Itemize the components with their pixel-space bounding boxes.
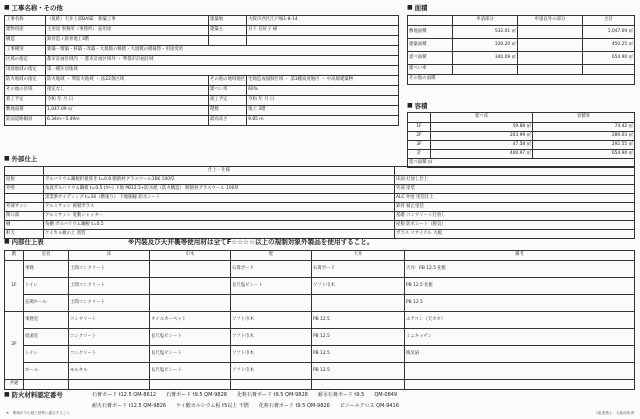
area-header-1: 申請部分 — [453, 16, 518, 26]
value-floors: 地上 3階 — [247, 106, 399, 116]
label-owner: 建築主 — [209, 26, 247, 36]
capacity-a: 203.99 ㎡ — [431, 132, 533, 141]
interior-note-cell — [405, 363, 635, 380]
interior-header-4: 壁 — [231, 251, 312, 261]
interior-base: 長尺塩ビシート — [150, 329, 231, 346]
area-row-total: 450.25 ㎡ — [583, 39, 635, 52]
interior-room: トイレ — [24, 346, 69, 363]
interior-ceiling: PB 12.5 — [312, 312, 405, 329]
value-bcr: 60% — [247, 86, 399, 96]
label-finish: 竣工予定 — [209, 96, 247, 106]
footer-right: 1級建築士 大阪府知事 — [595, 411, 634, 415]
value-project-name: （仮称）天井上部BASE 新築工事 — [46, 16, 209, 26]
exterior-right: 鉄骨 錆止塗装 — [395, 203, 635, 212]
interior-header-0: 階 — [5, 251, 24, 261]
exterior-spec: 角波ガルバリウム鋼板 t=0.5 (ｶﾗｰ) 下地 PB12.5+防水紙（防火構造） 断熱材グラスウール 100厚 — [44, 185, 395, 194]
interior-wall: ソフト巾木 — [231, 363, 312, 380]
area-header-2: 申請以外の部分 — [518, 16, 583, 26]
value-fire: 防火地域 ・ 準防火地域 ・ 法22条区域 — [46, 76, 209, 86]
interior-note-cell: PB 12.5 — [405, 295, 635, 312]
exterior-right: 床面 打放し仕上 — [395, 176, 635, 185]
area-row-applied: 330.20 ㎡ — [453, 39, 518, 52]
interior-header-3: 巾木 — [150, 251, 231, 261]
capacity-b: 289.03 ㎡ — [533, 132, 635, 141]
exterior-table — [4, 166, 635, 239]
interior-note-cell: PB 12.5 化粧 — [405, 278, 635, 295]
area-row-label: 延べ面積 — [408, 52, 453, 65]
interior-wall: ソフト巾木 — [231, 329, 312, 346]
interior-floor-fin: コンクリート — [69, 329, 150, 346]
interior-base: 長尺塩ビシート — [150, 363, 231, 380]
interior-ceiling: PB 12.5 — [312, 329, 405, 346]
section-title-zoning: 容積 — [414, 102, 428, 110]
interior-ceiling: PB 12.5 — [312, 346, 405, 363]
label-location: 建築地 — [209, 16, 247, 26]
capacity-a: 400.97 ㎡ — [431, 150, 533, 159]
fireproof-item: QM-0849 — [374, 392, 398, 398]
exterior-right: ALC 外壁 塗装仕上 — [395, 194, 635, 203]
interior-base — [150, 261, 231, 278]
interior-room: 事務 — [24, 261, 69, 278]
section-bullet-icon: ■ — [4, 238, 10, 246]
exterior-right: 基礎 コンクリート打放し — [395, 212, 635, 221]
interior-floor-fin: 土間コンクリート — [69, 295, 150, 312]
interior-ceiling: 石膏ボード — [312, 261, 405, 278]
fireproof-list-2 — [92, 404, 632, 409]
exterior-part: 外壁 — [5, 185, 44, 194]
value-height: 9.85 m — [247, 116, 399, 126]
interior-floor-fin: 土間コンクリート — [69, 261, 150, 278]
label-site-area: 敷地面積 — [5, 106, 46, 116]
section-title-overview: 工事名称・その他 — [11, 4, 63, 12]
fireproof-item: 石膏ボード t12.5 QM-8612 — [92, 392, 157, 398]
section-title-site: 面積 — [414, 4, 428, 12]
value-scope: 新築・増築・移築・改築・大規模の修繕・大規模の模様替・用途変更 — [46, 46, 399, 56]
exterior-spec: ガルバリウム鋼板折板葺き t=0.6 断熱材グラスウール16K 100厚 — [44, 176, 395, 185]
value-finish: 令和 年 月 日 — [247, 96, 399, 106]
interior-ceiling: PB 12.5 — [312, 363, 405, 380]
capacity-header-0: 延べ床 — [431, 113, 533, 123]
area-table — [407, 15, 635, 85]
label-scope: 工事種別 — [5, 46, 46, 56]
section-bullet-icon: ■ — [4, 391, 10, 399]
label-zone: 区域の指定 — [5, 56, 46, 66]
capacity-floor: 2F — [408, 132, 431, 141]
interior-header-5: 天井 — [312, 251, 405, 261]
label-use: 建物用途 — [5, 26, 46, 36]
interior-floor-fin: 土間コンクリート — [69, 278, 150, 295]
section-bullet-icon: ■ — [4, 155, 10, 163]
section-bullet-icon: ■ — [4, 4, 10, 12]
value-other-zone: 指定なし — [46, 86, 209, 96]
label-floors: 階数 — [209, 106, 247, 116]
label-road-width: 前面道路幅員 — [5, 116, 46, 126]
exterior-spec: 角樋 ガルバリウム鋼板 t=0.5 — [44, 221, 395, 230]
value-location: 大阪市西区江戸堀1-8-14 — [247, 16, 399, 26]
value-structure: 鉄骨造 / 鉄骨地上3階 — [46, 36, 209, 46]
fireproof-item: 化粧石膏ボード t9.5 QM-9826 — [258, 403, 330, 409]
label-other-zone: その他の区域 — [5, 86, 46, 96]
interior-floor-fin: モルタル — [69, 363, 150, 380]
value-road-width: 6.34m〜5.49m — [46, 116, 209, 126]
interior-wall: 石膏ボード — [231, 261, 312, 278]
exterior-spec: 窯業系サイディング t=16（横張り） 下地胴縁 防水シート — [44, 194, 395, 203]
section-title-fireproof: 防火材料認定番号 — [11, 391, 63, 399]
interior-room: ホール — [24, 363, 69, 380]
section-bullet-icon: ■ — [407, 102, 413, 110]
interior-header-1: 室名 — [24, 251, 69, 261]
value-use-zone: 第一種住居地域 — [46, 66, 399, 76]
area-row-label: 敷地面積 — [408, 26, 453, 39]
exterior-part: 外部サッシ — [5, 203, 44, 212]
value-owner: 日下 信好子 様 — [247, 26, 399, 36]
label-start: 着工予定 — [5, 96, 46, 106]
label-height: 最高高さ — [209, 116, 247, 126]
interior-floor: 共通 — [5, 380, 24, 390]
interior-floor-fin: コンクリート — [69, 346, 150, 363]
label-use-zone: 用途地域の指定 — [5, 66, 46, 76]
capacity-b: 654.90 ㎡ — [533, 150, 635, 159]
section-bullet-icon: ■ — [407, 4, 413, 12]
fireproof-item: 石膏ボード t9.5 QM-9828 — [166, 392, 227, 398]
area-row-label: 建築面積 — [408, 39, 453, 52]
area-row-other — [518, 39, 583, 52]
interior-room: 事務室 — [24, 312, 69, 329]
interior-note-cell: 天井：PB 12.5 化粧 — [405, 261, 635, 278]
section-header-exterior — [4, 156, 37, 162]
interior-note-cell: エアコン（天カセ） — [405, 312, 635, 329]
section-header-zoning — [407, 103, 427, 109]
interior-room: 玄関ホール — [24, 295, 69, 312]
capacity-a: 47.58 ㎡ — [431, 141, 533, 150]
area-header-0 — [408, 16, 453, 26]
capacity-a: 59.88 ㎡ — [431, 123, 533, 132]
exterior-right: 屋根 防水シート（脱気） — [395, 221, 635, 230]
interior-room: 給湯室 — [24, 329, 69, 346]
interior-base: タイルカーペット — [150, 312, 231, 329]
interior-ceiling: ソフト巾木 — [312, 278, 405, 295]
label-fire: 防火地域の指定 — [5, 76, 46, 86]
interior-room: トイレ — [24, 278, 69, 295]
exterior-part: 樋 — [5, 221, 44, 230]
capacity-floor: 3F — [408, 141, 431, 150]
capacity-header-1: 容積率 — [533, 113, 635, 123]
interior-base — [150, 295, 231, 312]
section-title-interior: 内部仕上表 — [11, 238, 44, 246]
area-row-label: 建ぺい率 — [408, 65, 453, 75]
interior-base — [150, 278, 231, 295]
section-header-interior — [4, 239, 44, 245]
interior-floor: 2F — [5, 312, 24, 380]
fireproof-item: 化粧石膏ボード t9.5 QM-9828 — [236, 392, 308, 398]
interior-note: ※内装及び天井裏等使用材は全てF☆☆☆☆以上の規制対象外製品を使用すること。 — [128, 238, 374, 246]
section-header-overview — [4, 5, 63, 11]
exterior-part: 関口部 — [5, 212, 44, 221]
interior-header-2: 床 — [69, 251, 150, 261]
area-note: その他の面積 — [408, 75, 635, 85]
interior-header-6: 備考 — [405, 251, 635, 261]
interior-table — [4, 250, 635, 390]
area-row-other — [518, 52, 583, 65]
exterior-part — [5, 194, 44, 203]
section-title-exterior: 外部仕上 — [11, 155, 38, 163]
exterior-right: 外部 塗装 — [395, 185, 635, 194]
exterior-part: 屋根 — [5, 176, 44, 185]
value-site-area: 1,047.09 ㎡ — [46, 106, 209, 116]
capacity-floor: 1F — [408, 123, 431, 132]
area-row-applied: 340.09 ㎡ — [453, 52, 518, 65]
area-row-other — [518, 26, 583, 39]
capacity-table — [407, 112, 635, 168]
value-zone: 都市計画区域内 ・ 都市計画区域外 ・ 準都市計画区域 — [46, 56, 399, 66]
exterior-spec: ケイカル板の上 塗装 — [44, 230, 395, 239]
fireproof-item: 耐水石膏ボード t9.5 — [317, 392, 365, 398]
capacity-footer: 延べ面積 ㎡ — [408, 159, 635, 168]
interior-wall: ソフト巾木 — [231, 346, 312, 363]
exterior-right: ガラス リサイクル 大板 — [395, 230, 635, 239]
overview-table — [4, 15, 399, 126]
area-header-3: 合計 — [583, 16, 635, 26]
value-road: 宅地造成規制区域 ・ 第3種高度地区 ・ 中高層建築物 — [247, 76, 399, 86]
label-structure: 構造 — [5, 36, 46, 46]
capacity-b: 74.42 ㎡ — [533, 123, 635, 132]
interior-wall: ソフト巾木 — [231, 312, 312, 329]
fireproof-item: ケイ酸カルシウム板 t5以上 不燃 — [176, 403, 249, 409]
interior-ceiling — [312, 295, 405, 312]
section-header-site — [407, 5, 427, 11]
area-row-total: 1,047.09 ㎡ — [583, 26, 635, 39]
fireproof-list-1 — [92, 393, 632, 398]
fireproof-item: ビニールクロス QM-9416 — [339, 403, 399, 409]
exterior-part: 軒天 — [5, 230, 44, 239]
footer-left: ※ 関係法令の施工基準に適合すること — [6, 411, 71, 415]
interior-wall — [231, 295, 312, 312]
interior-floor-fin: コンクリート — [69, 312, 150, 329]
value-use: 主用途 事務所（事務所） 従用途 — [46, 26, 209, 36]
area-row-total: 654.90 ㎡ — [583, 52, 635, 65]
section-header-fireproof — [4, 392, 63, 398]
fireproof-item: 耐火石膏ボード t12.5 QM-9826 — [92, 403, 167, 409]
exterior-spec: アルミサッシ 複層ガラス — [44, 203, 395, 212]
exterior-header: 仕上・仕様 — [44, 167, 395, 176]
interior-wall: 長尺塩ビシート — [231, 278, 312, 295]
interior-note-cell: ミニキッチン — [405, 329, 635, 346]
label-road: その他の地域地区 — [209, 76, 247, 86]
interior-floor: 1F — [5, 261, 24, 312]
interior-note-cell: 換気扇 — [405, 346, 635, 363]
capacity-b: 292.55 ㎡ — [533, 141, 635, 150]
exterior-spec: アルミサッシ 電動シャッター — [44, 212, 395, 221]
area-row-applied: 532.01 ㎡ — [453, 26, 518, 39]
interior-base: 長尺塩ビシート — [150, 346, 231, 363]
label-project-name: 工事名称 — [5, 16, 46, 26]
label-bcr: 建ぺい率 — [209, 86, 247, 96]
value-start: 令和 年 月 日 — [46, 96, 209, 106]
capacity-floor: 計 — [408, 150, 431, 159]
